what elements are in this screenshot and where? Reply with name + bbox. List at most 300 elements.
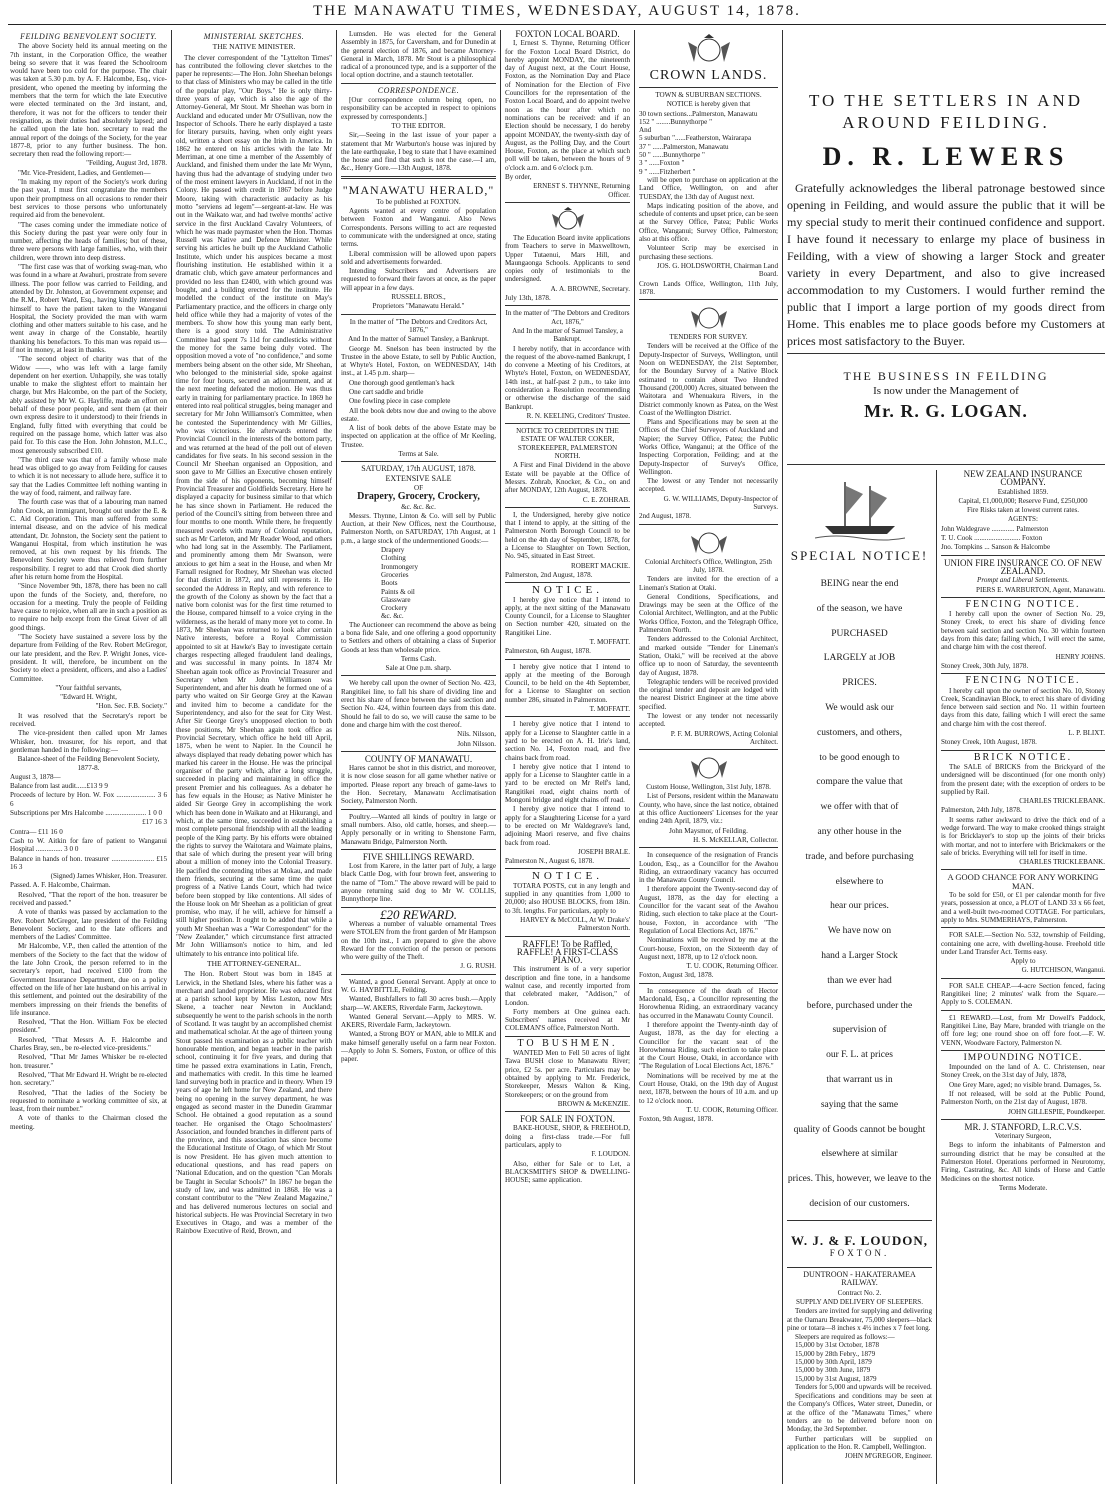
special-notice-line: BEING near the end [820, 579, 899, 589]
ad-text: In consequence of the death of Hector Macdonald, Esq., a Councillor representing the Horowhenua Riding, an extraordinary vacancy has occurred in the Manawatu County Council. [639, 986, 778, 1020]
ad-title: "MANAWATU HERALD," [342, 182, 495, 197]
ad-text: General Conditions, Specifications, and Drawings may be seen at the Office of the Colonial Architect, Wellington, and at the Public Works Office, Foxton, and the Telegraph Office, Palmerston North. [639, 592, 778, 635]
ad-text: TOTARA POSTS, cut in any length and supplied in any quantities from 1,000 to 20,000; also HOUSE BLOCKS, from 18in. to 3ft. lengths. For particulars, apply to [505, 881, 630, 915]
ad-text: Liberal commission will be allowed upon papers sold and advertisements forwarded. [341, 249, 496, 266]
ad-subtitle: SUPPLY AND DELIVERY OF SLEEPERS. [795, 1297, 924, 1306]
schedule-line: 15,000 by 28th Febry., 1879 [795, 1349, 876, 1358]
ad-text: In the matter of "The Debtors and Creditors Act, 1876," [349, 317, 488, 334]
ad-subtitle: Veterinary Surgeon, [994, 1132, 1052, 1141]
schedule-line: 15,000 by 30th April, 1879 [795, 1357, 872, 1366]
ad-date: Foxton, August 3rd, 1878. [639, 971, 714, 980]
ad-text: I hereby give notice that I intend to apply for a License to Slaughter cattle in a yard to be erected on Mr Relf's land, Rangitikei road, eight chains north of Mongoni bridge and eight chains off road. [505, 762, 630, 805]
special-notice-line: PURCHASED [831, 628, 888, 639]
balance-date: August 3, 1878— [10, 772, 61, 781]
ad-text: will be open to purchase on application at the Land Office, Wellington, on and after TUESDAY, the 13th day of August next. [639, 175, 778, 201]
ad-text: I hereby give notice that I intend to apply for a Slaughtering License for a yard to be erected on Mr Waldegrave's land, adjoining Maori reserve, and five chains back from road. [505, 805, 630, 847]
divider [341, 974, 496, 975]
paragraph: "The first case was that of working swag-man, who was found in a whare at Awahuri, prostrate from severe illness. The poor fellow was carried to Feilding, and attended by Dr. Johnston, at Government expense; and the R.M., Robert Ward, Esq., having kindly interested himself to have the patient taken to the Wanganui Hospital, the Society provided the man with warm clothing and other matters suitable to his case, and he went away in charge of the Constable, heartily thanking his benefactors. To this man was repaid us—if not in money, at least in thanks. [10, 263, 167, 354]
editor-note: [Our correspondence column being open, no responsibility can be accepted in respect to opinions expressed by correspondents.] [341, 96, 496, 121]
section-entry: And [639, 126, 652, 135]
ad-title: BRICK NOTICE. [973, 751, 1073, 763]
ad-text: Apply to [1010, 957, 1036, 966]
ad-title: D. R. LEWERS [822, 142, 1070, 171]
divider [505, 1036, 630, 1037]
divider [341, 461, 496, 462]
ad-signature: JOSEPH BRALE. [577, 847, 630, 856]
ad-signature: R. N. KEELING, Creditors' Trustee. [526, 411, 630, 420]
ad-signature: JOHN M'GREGOR, Engineer. [844, 1452, 932, 1461]
paragraph: Mr Halcombe, V.P., then called the attention of the members of the Society to the fact that the widow of the late John Crook, the person referred to in the secretary's report, had received £100 from the Government Insurance Department, due on a policy effected on the life of her late husband on his arrival in this settlement, and pointed out the desirability of the members impressing on their friends the benefits of life insurance. [10, 942, 167, 1017]
ad-title: SATURDAY, 17th AUGUST, 1878. [361, 464, 476, 474]
paragraph: The above Society held its annual meeting on the 7th instant, in the Corporation Office, the weather being so severe that it was feared the Schoolroom would have been too cold for the purpose. The chair was taken at 5.30 p.m. by A. F. Halcombe, Esq., vice-president, who opened the meeting by informing the members that the term for which the late Executive were elected terminated on the 3rd instant, and, therefore, it was not for the officers to tender their resignation, as their duties had absolutely lapsed; and he called upon the late hon. secretary to read the annual report of the doings of the Society, for the year 1877-8, prior to any further business. The hon. secretary then read the following report:— [10, 42, 167, 159]
ad-signature: PIERS E. WARBURTON, Agent, Manawatu. [976, 585, 1105, 594]
divider [787, 464, 1105, 465]
divider [505, 305, 630, 306]
balance-total: £17 16 3 [142, 818, 167, 827]
special-notice-line: quality of Goods cannot be bought elsewhere at similar [793, 1124, 926, 1160]
special-notice-line: customers, and others, [817, 727, 902, 738]
divider [505, 507, 630, 508]
ad-title: A GOOD CHANCE FOR ANY WORKING MAN. [947, 872, 1099, 891]
paragraph: Resolved, "That Messrs A. F. Halcombe and Charles Bray, sen., be re-elected vice-presidents." [10, 1035, 167, 1053]
goods-item: Glassware [381, 595, 411, 604]
paragraph: "The Society have sustained a severe loss by the departure from Feilding of the Rev. Robert McGregor, our late president, and the Rev. P. Wright Jones, vice-president. It will, therefore, be incumbent on the Society to elect a president, officers, and also a Ladies' Committee. [10, 633, 167, 683]
masthead-rule [8, 24, 1106, 25]
paragraph: "In making my report of the Society's work during the past year, I must first congratulate the members upon their promptness on all occasions to render their best services to those persons who unfortunately required aid from the benevolent. [10, 178, 167, 220]
schedule-line: Sleepers are required as follows:— [795, 1333, 895, 1342]
divider [505, 202, 630, 203]
ad-text: Prompt and Liberal Settlements. [977, 576, 1069, 585]
dateline: "Feilding, August 3rd, 1878. [86, 159, 167, 168]
goods-item: Paints & oil [381, 587, 415, 596]
ad-signature: JOHN GILLESPIE, Poundkeeper. [1008, 1107, 1105, 1116]
ad-title: DUNTROON - HAKATERAMEA RAILWAY. [803, 1270, 916, 1288]
ad-text: Established 1859. [997, 487, 1049, 496]
ad-date: July 13th, 1878. [505, 294, 551, 303]
section-entry: 50 " ......Bunnythorpe " [639, 151, 705, 160]
ad-text: FOR SALE.—Section No. 532, township of Feilding, containing one acre, with dwelling-house. Freehold title under Land Transfer Act. Terms easy. [941, 931, 1105, 956]
column-rule [782, 30, 783, 1484]
divider [941, 978, 1105, 979]
paragraph: The clever correspondent of the "Lyttelton Times" has contributed the following clever sketches to the paper he represents:—The Hon. John Sheehan belongs to that class of Ministers who may be called in the title of the popular play, "Our Boys." He is only thirty-three years of age, which is also the age of the Attorney-General, Mr Stout. Mr Sheehan was born in Auckland and educated under Mr O'Sullivan, now the Inspector of Schools. There he early displayed a taste for literary pursuits, having, when only eight years old, written a short essay on the Irish in America. In 1862 he entered on his articles with the late Mr Merriman, at one time a member of the Assembly of Auckland, and finished them under the late Mr Wynn, having thus had the advantage of studying under two of the most eminent lawyers in Auckland, if not in the Colony. He passed with credit in 1867 before Judge Moore, taking with characteristic audacity as his motto "serviens ad legem"—sergeant-at-law. He was out in the Waikato war, and had twelve months' active service in the first Auckland Cavalry Volunteers, of which he was made paymaster when the Hon. Thomas Russell was Native and Defence Minister. While serving his articles he built up the Auckland Catholic Institute, which under his auspices became a most flourishing institution. He established within it a dramatic club, which gave amateur performances and provided no less than £2400, with which ground was bought, and a building erected for the institute. He modelled the conduct of the institute on May's Parliamentary practice, and the officers in charge only held office while they had a majority of votes of the members. To show how this young man early bent, there is a good story told. The Administrative Committee had spent 7s 11d for candlesticks without the money for the same being duly voted. The opposition moved a vote of "no confidence," and some members being absent on the other side, Mr Sheehan, who belonged to the ministerial side, spoke against time for four hours, secured an adjournment, and at the next meeting defeated the motion. He was thus early in training for parliamentary practice. In 1869 he entered into real political struggles, being manager and secretary for Mr John Williamson's Committee, when he contested the Superintendency with Mr Gillies, who was victorious. He afterwards entered the Provincial Council in the interests of the bottom party, and was returned at the head of the poll out of eleven candidates for five seats. In his second session in the Council Mr Sheehan organised an Opposition, and soon gave to Mr Gillies an Executive chosen entirely from the side of his opponents, becoming himself Provincial Treasurer and Goldfields Secretary. Here he displayed a capacity for business similar to that which he has since shown in Parliament. He reduced the period of the Council's sitting from between three and four months to one month. While there, he frequently measured swords with many of Colonial reputation, such as Mr Carleton, and Mr Reader Wood, and others who had long sat in the Assembly. The Parliament, and prominently among them Mr Swanson, were anxious to get him a seat in the House, and when Mr Farnall resigned for Rodney, Mr Sheehan was elected for that district in 1872, and still represents it. He seconded the Address in Reply, and with reference to the growth of the Colony as shown by the fact that a native born colonist was for the first time returned to the House, compared himself to a voice crying in the wilderness, as the herald of many more yet to come. In 1873, Mr Sheehan was returned to look after certain Native interests, before a Royal Commission appointed to sit at Hawke's Bay to investigate certain charges respecting alleged fraudulent land dealings, and was successful in many points. In 1874 Mr Sheehan again took office as Provincial Treasurer and Secretary when Mr John Williamson was Superintendent, and after his death he formed one of a party who waited on Sir George Grey at the Kawau and invited him to become a candidate for the Superintendency, and also for the seat for City West. After Sir George Grey's unopposed election to both these positions, Mr Sheehan again took office as Provincial Secretary, which office he held till April, 1875, when he went to Napier. In the Council he always displayed that ready debating power which has marked his career in the House. He was the principal organiser of the party which, after a long struggle, succeeded in placing and maintaining in office the present Premier and his colleagues. As a debater he has few equals in the House; as Native Minister he aided Sir George Grey in accomplishing the work which has been done in Waikato and at Hikurangi, and which, at the same time, succeeded in establishing a most complete personal friendship with all the leading people of the King party. By his efforts were obtained the rights to survey the Waitotara and Waimate plains, that sale of which during the present year will bring about a million of money into the Colonial Treasury. He pacified the contending tribes at Mokau, and made them friends, securing at the same time the quiet progress of a Native Lands Court, which had twice before been stopped by like contentions. All sides of the House look on Mr Sheehan as a politician of great promise, who may, if he will, achieve for himself a still higher position. It ought to be added that while a youth Mr Sheehan was a "War Correspondent" for the "New Zealander," which circumstance first attracted Mr John Williamson's notice to him, and led ultimately to his entrance into political life. [176, 53, 332, 958]
ad-text: FOR SALE CHEAP.—4-acre Section fenced, facing Rangitikei line; 2 minutes' walk from the Square.—Apply to S. COLEMAN. [941, 981, 1105, 1007]
divider [639, 524, 778, 525]
ad-text: Tenders addressed to the Colonial Architect, and marked outside "Tender for Lineman's Station, Otaki," will be received at the above office up to noon of Saturday, the seventeenth day of August, 1878. [639, 635, 778, 677]
ad-text: If not released, will be sold at the Public Pound, Palmerston North, on the 21st day of August, 1878. [941, 1090, 1105, 1107]
balance-line: Balance from last audit......£13 9 9 [10, 782, 108, 791]
balance-line: Balance in hands of hon. treasurer ........................ £15 16 3 [10, 854, 167, 871]
section-entry: 30 town sections...Palmerston, Manawatu [639, 109, 758, 118]
ad-text: John Maysmor, of Feilding. [669, 826, 748, 835]
ad-text: £1 REWARD.—Lost, from Mr Dowell's Paddock, Rangitikei Line, Bay Mare, branded with triangle on the off fore leg; one round shoe on off fore foot.—F. W. VENN, Woodware Factory, Palmerston N. [941, 1013, 1105, 1047]
column-rule [171, 30, 172, 1484]
letter: Sir,—Seeing in the last issue of your paper a statement that Mr Warburton's house was injured by the late earthquake, I beg to state that I have examined the house and find that such is not the case.—I am, &c., Henry Gore.—13th August, 1878. [341, 131, 496, 173]
ad-text: The Education Board invite applications from Teachers to serve in Maxwelltown, Upper Tutaenui, Mars Hill, and Maungaonga Schools. Applicants to send copies only of testimonials to the undersigned. [505, 233, 630, 284]
ad-date: Stoney Creek, 30th July, 1878. [941, 661, 1029, 670]
goods-item: Ironmongery [381, 562, 419, 571]
ad-signature: Proprietors "Manawatu Herald." [372, 302, 465, 311]
ad-text: I hereby notify, that in accordance with the request of the above-named Bankrupt, I do convene a Meeting of his Creditors, at Whyte's Hotel, Foxton, on WEDNESDAY, 14th inst., at half-past 2 p.m., to take into consideration a Resolution recommending or otherwise the discharge of the said Bankrupt. [505, 344, 630, 411]
divider [505, 582, 630, 583]
ad-title: FENCING NOTICE. [965, 598, 1081, 610]
ad-signature: L. P. BLIXT. [1068, 729, 1105, 738]
balance-line: Cash to W. Aitkin for fare of patient to Wanganui Hospital ............... 3 0 0 [10, 836, 167, 854]
ad-text: In the matter of "The Debtors and Creditors Act, 1876," [505, 309, 630, 326]
special-notice-line: compare the value that [816, 777, 903, 788]
ad-text: Sale at One p.m. sharp. [385, 664, 452, 673]
ad-title: UNION FIRE INSURANCE CO. OF NEW ZEALAND. [943, 557, 1102, 576]
section-entry: 5 suburban "......Featherston, Wairarapa [639, 134, 752, 143]
divider [941, 927, 1105, 928]
ad-title: CROWN LANDS. [649, 68, 768, 83]
column-rule [936, 470, 937, 1484]
ad-text: I hereby call upon the owner of Section No. 29, Stoney Creek, to erect his share of dividing fence between said section and section No. 30 within fourteen days from this date; failing which, I will erect the same, and charge him with the cost thereof. [941, 610, 1105, 652]
ad-signature: RUSSELL BROS., [391, 293, 446, 302]
ad-text: I hereby call upon the owner of section No. 10, Stoney Creek, Scandinavian Block, to erect his share of dividing fence between said section and No. 11 within fourteen days from this date, failing which I will erect the same and charge him with the cost thereof. [941, 686, 1105, 728]
ad-text: Poultry.—Wanted all kinds of poultry in large or small numbers. Also, old cattle, horses, and sheep.—Apply personally or in writing to Shenstone Farm, Manawatu Bridge, Palmerston North. [341, 812, 496, 846]
ad-title: Drapery, Grocery, Crockery, [357, 491, 480, 503]
ad-text: A list of book debts of the above Estate may be inspected on application at the office of Mr Keeling, Trustee. [341, 424, 496, 449]
ad-title: NEW ZEALAND INSURANCE COMPANY. [963, 470, 1083, 488]
signature: "Your faithful servants, [55, 683, 122, 692]
paragraph: "Since November 9th, 1878, there has been no call upon the funds of the Society, and, therefore, no occasion for a meeting. Truly the people of Feilding have cause to rejoice, when all are in such a position as to require no help except from the Great Giver of all good things. [10, 582, 167, 632]
ad-title: W. J. & F. LOUDON, [791, 1232, 928, 1248]
ad-signature: P. F. M. BURROWS, Acting Colonial Architect. [670, 729, 778, 746]
divider [505, 1111, 630, 1112]
divider [787, 353, 1105, 354]
ad-text: And In the matter of Samuel Tansley, a Bankrupt. [348, 335, 489, 344]
ad-signature: JOS. G. HOLDSWORTH, Chairman Land Board. [656, 261, 778, 279]
divider [341, 176, 496, 179]
ad-text: This instrument is of a very superior description and fine tone, in a handsome walnut case, and recently imported from that celebrated maker, "Addison," of London. [505, 965, 630, 1007]
ad-text: Forty members at One guinea each. Subscribers' names received at Mr COLEMAN'S office, Palmerston North. [505, 1007, 630, 1033]
column-crown-lands [639, 30, 778, 1484]
signature: "Edward H. Wright, [60, 693, 117, 702]
divider [505, 936, 630, 937]
ad-text: List of Persons, resident within the Manawatu County, who have, since the last notice, obtained at this office Auctioneers' Licenses for the year ending 24th April, 1879, viz.: [639, 792, 778, 826]
ad-date: Palmerston N., August 6, 1878. [505, 857, 595, 866]
column-feilding-benevolent [10, 30, 167, 1484]
ad-text: I therefore appoint the Twenty-ninth day of August, 1878, as the day for electing a Councillor for the vacant seat of the Horowhenua Riding, such election to take place at the Court House, Otaki, in accordance with "The Regulation of Local Elections Act, 1876." [639, 1020, 778, 1071]
ad-signature: HENRY JOHNS. [1055, 652, 1105, 661]
divider [341, 809, 496, 810]
divider [639, 847, 778, 848]
ad-subtitle: Contract No. 2. [837, 1288, 882, 1297]
ad-text: I therefore appoint the Twenty-second day of August, 1878, as the day for electing a Councillor for the vacant seat of the Awahou Riding, such election to take place at the Court-house, Foxton, in accordance with "The Regulation of Local Elections Act, 1876." [639, 885, 778, 935]
ad-signature: A. A. BROWNE, Secretary. [550, 284, 630, 293]
goods-item: Groceries [381, 570, 409, 579]
paragraph: "The third case was that of a family whose male head was obliged to go away from Feilding for causes to which it is not necessary to allude here, suffice it to say that the Ladies Committee left nothing wanting in the way of food, raiment, and railway fare. [10, 455, 167, 498]
ad-title: TENDERS FOR SURVEY. [669, 333, 748, 342]
ad-text: Whereas a number of valuable ornamental Trees were STOLEN from the front garden of Mr Hampson on the 10th inst., I am prepared to give the above Reward for the conviction of the person or persons who were guilty of the Theft. [341, 919, 496, 962]
ad-title: COUNTY OF MANAWATU. [364, 753, 473, 764]
ad-text: Wanted, a Strong BOY or MAN, able to MILK and make himself generally useful on a farm near Foxton.—Apply to John S. Somers, Foxton, or office of this paper. [341, 1030, 496, 1064]
goods-item: Drapery [381, 546, 405, 555]
ad-signature: T. U. COOK, Returning Officer. [686, 1105, 778, 1114]
paragraph: A vote of thanks to the Chairman closed the meeting. [10, 1114, 167, 1131]
divider [787, 1267, 932, 1268]
ad-text: The SALE of BRICKS from the Brickyard of the undersigned will be discontinued (for one month only) from the present date; with the exception of orders to be supplied by Rail. [941, 762, 1105, 796]
ad-date: Palmerston, 6th August, 1878. [505, 647, 591, 656]
ad-title: MR. J. STANFORD, L.R.C.V.S. [964, 1121, 1082, 1132]
divider [941, 1119, 1105, 1120]
ad-text: Also, either for Sale or to Let, a BLACKSMITH'S SHOP & DWELLING-HOUSE; same application. [505, 1159, 630, 1185]
column-ministerial-sketches [176, 30, 332, 1484]
ad-text: Telegraphic tenders will be received provided the original tender and deposit are lodged with the nearest District Engineer at the time above specified. [639, 677, 778, 711]
article-subtitle: THE NATIVE MINISTER. [212, 42, 296, 52]
ad-text: The Auctioneer can recommend the above as being a bona fide Sale, and one offering a good opportunity to Settlers and others of obtaining a class of Superior Goods at less than wholesale price. [341, 620, 496, 654]
divider [941, 597, 1105, 598]
section-entry: 37 " ......Palmerston, Manawatu [639, 142, 729, 151]
divider [505, 659, 630, 660]
column-rule [634, 30, 635, 1484]
column-rule [336, 30, 337, 1484]
ad-text: Lost from Karere, in the latter part of July, a large black Cattle Dog, with four brown feet, answering to the name of "Tom." The above reward will be paid to anyone returning said dog to Mr W. COLLIS, Bunnythorpe line. [341, 862, 496, 904]
special-notice-line: LARGELY at JOB [823, 653, 896, 664]
ad-signature: CHARLES TRICKLEBANK. [1019, 858, 1105, 867]
special-notice-line: prices. This, however, we leave to the [787, 1174, 932, 1185]
ad-text: I, Ernest S. Thynne, Returning Officer for the Foxton Local Board District, do hereby appoint MONDAY, the nineteenth day of August next, at the Court House, Foxton, as the Nomination Day and Place of Nomination for the Election of Five Councillors for the representation of the Foxton Local Board, and do appoint twelve noon as the hour after which no nominations can be received: and if an Election should be necessary, I do hereby appoint MONDAY, the twenty-sixth day of August, as the Polling Day, and the Court House, Foxton, as the place at which such poll will be taken, between the hours of 9 o'clock a.m. and 6 o'clock p.m. [505, 39, 630, 172]
special-notice-line: any other house in the [817, 826, 902, 837]
ad-date: Stoney Creek, 10th August, 1878. [941, 738, 1037, 747]
paragraph: Resolved, "That Mr Edward H. Wright be re-elected hon. secretary." [10, 1070, 167, 1088]
column-special-notice [787, 470, 932, 1484]
ad-signature: ROBERT MACKIE. [571, 561, 630, 570]
paragraph: A vote of thanks was passed by acclamation to the Rev. Robert McGregor, late president of the Feilding Benevolent Society, and to the late officers and members of the Ladies' Committee. [10, 908, 167, 942]
signature: "Hon. Sec. F.B. Society." [95, 702, 167, 711]
divider [941, 869, 1105, 870]
ad-text: It seems rather awkward to drive the thick end of a wedge forward. The way to make crooked things straight is for Bricklayer's to stop up the joints of their bricks with mortar, and not to interfere with Brickmakers or the sale of bricks. Everything will tell for itself in time. [941, 815, 1105, 857]
ad-text: Nominations will be received by me at the Court-house, Foxton, on the Sixteenth day of August next, 1878, up to 12 o'clock noon. [639, 936, 778, 961]
special-notice-line: trade, and before purchasing elsewhere to [805, 851, 914, 887]
ad-title: TO BUSHMEN. [517, 1037, 618, 1049]
ad-text: Tenders for 5,000 and upwards will be received. [795, 1382, 932, 1391]
ad-subtitle: TOWN & SUBURBAN SECTIONS. [655, 91, 762, 99]
ad-text: We hereby call upon the owner of Section No. 423, Rangitikei line, to fall his share of dividing line and erect his share of fence between the said section and Section No. 424, within fourteen days from this date. Should he fail to do so, we will cause the same to be done and charge him with the cost thereof. [341, 679, 496, 729]
ad-text: Messrs. Thynne, Linton & Co. will sell by Public Auction, at their New Offices, next the Courthouse, Palmerston North, on SATURDAY, 17th August, at 1 p.m., a large stock of the undermentioned Goods:— [341, 511, 496, 545]
ad-text: Fire Risks taken at lowest current rates. [966, 506, 1080, 515]
divider [941, 750, 1105, 751]
signature: Passed. A. F. Halcombe, Chairman. [10, 881, 111, 890]
ad-text: Nominations will be received by me at the Court House, Otaki, on the 19th day of August next, 1878, between the hours of 10 a.m. and up to 12 o'clock noon. [639, 1071, 778, 1105]
special-notice-line: saying that the same [820, 1099, 899, 1110]
royal-crest-icon [687, 528, 731, 556]
section-entry: 3 " ......Foxton " [639, 159, 685, 168]
divider [639, 299, 778, 300]
ad-signature: ERNEST S. THYNNE, Returning Officer. [533, 182, 630, 199]
ad-signature: T. MOFFATT. [589, 638, 630, 646]
ad-date: Palmerston, 2nd August, 1878. [505, 570, 593, 579]
ad-text: By order, [505, 173, 532, 182]
schedule-line: 15,000 by 30th June, 1879 [795, 1366, 871, 1375]
divider [505, 868, 630, 869]
divider [941, 555, 1105, 556]
ad-text: Wanted, Bushfallers to fall 30 acres bush.—Apply sharp—W. AKERS, Riverdale Farm, Jackeytown. [341, 995, 496, 1012]
special-notice-line: before, purchased under the supervision of [806, 1000, 913, 1036]
ad-text: Is now under the Management of [873, 385, 1019, 397]
lewers-advert [787, 30, 1105, 462]
ad-title: IMPOUNDING NOTICE. [963, 1052, 1083, 1063]
ad-signature: G. W. WILLIAMS, Deputy-Inspector of Surveys. [663, 494, 778, 512]
ad-text: I, the Undersigned, hereby give notice that I intend to apply, at the sitting of the Palmerston North Borough Council to be held on the 4th day of September, 1878, for a License to Slaughter on Town Section, No. 945, situated in East Street. [505, 510, 630, 561]
paragraph: "The cases coming under the immediate notice of this Society during the past year were only four in number, affecting the heads of families; but of these, three were persons with large families, who, with their children, were thrown into deep distress. [10, 220, 167, 262]
divider [341, 849, 496, 850]
ad-title: &c. &c. &c. [401, 502, 436, 511]
article-subtitle: THE ATTORNEY-GENERAL. [206, 958, 302, 968]
section-entry: 152 " ........Bunnythorpe " [639, 117, 712, 126]
ad-text: John Waldegrave ............. Palmerston [941, 524, 1049, 533]
ad-text: Hares cannot be shot in this district, and moreover, it is now close season for all game whether native or imported. Please report any breach of game-laws to the Hon. Secretary, Manawatu Acclimatisation Society, Palmerston North. [341, 764, 496, 806]
ad-item: One fowling piece in case complete [349, 397, 451, 406]
ad-text: Terms Moderate. [998, 1183, 1048, 1192]
ship-icon [815, 474, 905, 544]
column-insurance-notices [941, 470, 1105, 1484]
column-correspondence [341, 30, 496, 1484]
ad-date: 2nd August, 1878. [639, 512, 692, 521]
ad-title: SPECIAL NOTICE! [790, 548, 929, 563]
ad-text: T. U. Cook .......................... Foxton [941, 534, 1043, 543]
special-notice-text [787, 572, 932, 1217]
article-title: FEILDING BENEVOLENT SOCIETY. [20, 32, 157, 41]
ad-text: Wanted, a good General Servant. Apply at once to W. G. HAYBITTLE, Feilding. [341, 977, 496, 994]
ad-signature: Nils. Nilsson, [457, 730, 496, 739]
divider [341, 675, 496, 676]
ad-text: NOTICE is hereby given that [666, 100, 751, 109]
ad-text: Impounded on the land of A. C. Christensen, near Stoney Creek, on the 31st day of July, 1878, [941, 1063, 1105, 1080]
ad-signature: C. E. ZOHRAB. [582, 495, 630, 504]
ad-text: BAKE-HOUSE, SHOP, & FREEHOLD, doing a first-class trade.—For full particulars, apply to [505, 1124, 630, 1150]
special-notice-line: decision of our customers. [809, 1198, 910, 1209]
ad-date: Palmerston, 24th July, 1878. [941, 806, 1022, 815]
paragraph: The Hon. Robert Stout was born in 1845 at Lerwick, in the Shetland Isles, where his father was a merchant and landed proprietor. He was educated first at a parish school kept by Miss Leston, now Mrs Skene, a teacher near Newton in Auckland; subsequently he went to the parish schools in the north of Scotland. It was taught by an accomplished chemist and mathematical scholar. At the age of thirteen young Stout passed his examination as a public teacher with honourable mention, and began teacher in the parish school, continuing it for five years, and during that time he passed extra examinations in Latin, French, and mathematics with credit. In this time he learned land surveying both in practice and in theory. When 19 years of age he left home for New Zealand, and there being no opening in the survey department, he was engaged as second master in the Dunedin Grammar School. He obtained a good reputation as a sound teacher. He organised the Otago Schoolmasters' Association, and founded branches in different parts of the province, and this association has since become the Educational Institute of Otago, of which Mr Stout is now President. He has given much attention to educational questions, and has read papers on 'National Education, and on the question "Can Morals be Taught in Secular Schools?" In 1867 he began the study of law, and was admitted in 1868. He was a constant contributor to the "New Zealand Magazine," and has delivered numerous lectures on social and historical subjects. He was Provincial Secretary in two Executives in Otago, and was a member of the Rainbow Executive of Reid, Brown, and [176, 970, 332, 1236]
ad-signature: HARVEY & McCOLL, At W. Drake's' Palmerston North. [520, 915, 630, 933]
ad-text: Capital, £1,000,000; Reserve Fund, £250,000 [958, 496, 1088, 505]
ad-text: A First and Final Dividend in the above Estate will be payable at the Office of Messrs. Zohrab, Knocker, & Co., on and after MONDAY, 12th August, 1878. [505, 461, 630, 495]
paragraph: The vice-president then called upon Mr James Whisker, hon. treasurer, for his report, and that gentleman handed in the following:— [10, 729, 167, 754]
ad-text: Gratefully acknowledges the liberal patronage bestowed since opening in Feilding, and would assure the public that it will be my special study to merit their continued confidence and support. I have found it necessary to enlarge my place of business in Feilding, with a view of showing a larger Stock and greater variety in every Department, and also to give increased accommodation to my Customers. I would further remind the public that I import a large portion of my goods direct from Home. This enables me to place goods before my Customers at prices most satisfactory to the Buyer. [787, 181, 1105, 348]
ad-date: Foxton, 9th August, 1878. [639, 1115, 714, 1124]
ad-text: Plans and Specifications may be seen at the Offices of the Chief Surveyors of Auckland and Napier; the Survey Office, Patea; the Public Works Office, Wanganui; at the Office of the Inspecting Corporation, Feilding; and at the Deputy-Inspector of Survey's Office, Wellington. [639, 418, 778, 476]
ad-text: To be sold for £50, or £1 per calendar month for five years, possession at once, a PLOT of LAND 33 x 66 feet, and a well-built two-roomed COTTAGE. For particulars, apply to Mrs. SUMMERHAYS, Palmerston. [941, 891, 1105, 924]
balance-line: Proceeds of lecture by Hon. W. Fox ...................... 3 6 6 [10, 791, 167, 808]
ad-title: OF [413, 483, 424, 492]
paragraph: It was resolved that the Secretary's report be received. [10, 711, 167, 729]
balance-contra: Contra— £11 16 0 [10, 827, 63, 836]
ad-text: Terms Cash. [400, 654, 437, 663]
ad-text: Begs to inform the inhabitants of Palmerston and surrounding district that he may be consulted at the Palmerston Hotel. Operations performed in Neurotomy, Firing, Castrating, &c. All kinds of Horse and Cattle Medicines on the shortest notice. [941, 1141, 1105, 1183]
ad-title: FIVE SHILLINGS REWARD. [362, 851, 475, 862]
ad-text: AGENTS: [1008, 515, 1038, 524]
ad-text: In consequence of the resignation of Francis Loudon, Esq., as a Councillor for the Awahou Riding, an extraordinary vacancy has occurred in the Manawatu County Council. [639, 851, 778, 885]
ad-signature: John Nilsson. [457, 739, 496, 748]
ad-signature: T. U. COOK, Returning Officer. [686, 962, 778, 971]
paragraph: Lumsden. He was elected for the General Assembly in 1875, for Caversham, and for Dunedin at the general election of 1876, and became Attorney-General in March, 1878. Mr Stout is a philosophical radical of a pronounced type, and is a supporter of the local option doctrine, and a staunch teetotaller. [341, 30, 496, 80]
ad-signature: F. LOUDON. [591, 1150, 630, 1159]
balance-line: Subscriptions per Mrs Halcombe ....................... 1 0 0 [10, 809, 163, 818]
special-notice-line: We have now on [827, 926, 892, 937]
ad-text: Terms at Sale. [398, 450, 439, 459]
goods-item: &c. &c. [381, 612, 404, 621]
ad-text: The lowest or any Tender not necessarily accepted. [639, 477, 778, 494]
ad-text: Further particulars will be supplied on application to the Hon. R. Campbell, Wellington. [787, 1434, 932, 1451]
column-rule [500, 30, 501, 1484]
ad-signature: CHARLES TRICKLEBANK. [1019, 797, 1105, 806]
paragraph: Resolved, "That the ladies of the Society be requested to nominate a working committee of six, at least, from their number." [10, 1088, 167, 1114]
goods-item: Clothing [381, 554, 406, 563]
ad-title: £20 REWARD. [379, 906, 458, 922]
paragraph: "The second object of charity was that of the Widow ——, who was left with a large family dependent on her exertion. Unhappily, she was totally unable to make the slightest effort to maintain her charge, but Mrs Halcombe, on the part of the Society, ably assisted by Mr W. G. Hayliffe, made an effort on behalf of these poor people, and sent them (at their own express desire to it understood) to their friends in England, fully fitted with everything that could be required on the passage home, which latter was also paid for. To this case the Hon. John Johnston, M.L.C., most generously subscribed £10. [10, 355, 167, 455]
balance-title: Balance-sheet of the Feilding Benevolent Society, 1877-8. [17, 755, 160, 772]
divider [639, 983, 778, 984]
ad-subtitle: FOXTON. [829, 1247, 890, 1258]
ad-title: THE BUSINESS IN FEILDING [843, 369, 1049, 383]
ad-title: Mr. R. G. LOGAN. [864, 401, 1028, 421]
special-notice-line: than we ever had [827, 975, 892, 986]
ad-text: Specifications and conditions may be seen at the Company's Offices, Water street, Dunedin, or at the office of the "Manawatu Times," where tenders are to be delivered before noon on Monday, the 3rd September. [787, 1392, 932, 1434]
ad-text: Volunteer Scrip may be exercised in purchasing these sections. [639, 244, 778, 261]
special-notice-line: of the season, we have [816, 603, 903, 614]
ad-text: I hereby give notice that I intend to apply for a License to Slaughter cattle in a yard to be erected on A. H. Irie's land, section No. 14, Foxton road, and five chains back from road. [505, 720, 630, 762]
special-notice-line: We would ask our [825, 702, 894, 713]
schedule-line: 15,000 by 31st August, 1879 [795, 1374, 877, 1383]
ad-date: Crown Lands Office, Wellington, 11th July, 1878. [639, 279, 778, 296]
ad-text: WANTED Men to Fell 50 acres of light Tawa BUSH close to Manawatu River; price, £2 5s. per acre. Particulars may be obtained by applying to Mr. Frederick, Storekeeper, Messrs Walton & King, Storekeepers; or on the ground from [505, 1049, 630, 1099]
sleeper-schedule [787, 1333, 932, 1383]
divider [341, 751, 496, 752]
ad-signature: J. G. RUSH. [460, 962, 496, 971]
ad-text: Wanted General Servant.—Apply to MRS. W. AKERS, Riverdale Farm, Jackeytown. [341, 1012, 496, 1030]
ad-title: FOR SALE IN FOXTON. [520, 1114, 615, 1125]
royal-crest-icon [684, 32, 734, 66]
special-notice-line: our F. L. at prices [826, 1050, 893, 1061]
column-notices [505, 30, 630, 1484]
divider [341, 314, 496, 315]
signature: (Signed) James Whisker, Hon. Treasurer. [50, 872, 167, 881]
ad-text: Maps indicating position of the above, and schedule of contents and upset price, can be seen at the Survey Office, Patea; Public Works Office, Wanganui; Survey Office, Palmerston; also at this office. [639, 201, 778, 244]
divider [787, 1220, 932, 1221]
divider [639, 749, 778, 750]
divider [941, 1010, 1105, 1011]
section-title: CORRESPONDENCE. [377, 85, 460, 95]
ad-text: I hereby give notice that I intend to apply at the meeting of the Borough Council, to be held on the 4th September, for a License to Slaughter on section number 286, situated in Palmerston. [505, 662, 630, 704]
ad-text: Tenders are invited for the erection of a Lineman's Station at Otaki. [639, 575, 778, 592]
divider [341, 83, 496, 84]
letter-heading: TO THE EDITOR. [391, 121, 446, 130]
ad-text: Intending Subscribers and Advertisers are requested to forward their favors at once, as the paper will appear in a few days. [341, 267, 496, 292]
ad-title: NOTICE. [531, 870, 604, 883]
goods-item: Boots [381, 579, 398, 588]
ad-item: One cart saddle and bridle [349, 387, 424, 396]
salutation: "Mr. Vice-President, Ladies, and Gentlemen— [18, 168, 151, 177]
ad-text: One Grey Mare, aged; no visible brand. Damages, 5s. [949, 1080, 1102, 1089]
royal-crest-icon [548, 206, 588, 232]
divider [941, 673, 1105, 674]
special-notice-line: that warrant us in [826, 1074, 893, 1085]
section-entry: 9 " ......Fitzherbert " [639, 167, 696, 176]
ad-text: Agents wanted at every centre of population between Foxton and Wanganui. Also News Correspondents. Persons willing to act are requested to communicate with the undersigned at once, stating terms. [341, 207, 496, 249]
ad-text: The lowest or any tender not necessarily accepted. [639, 712, 778, 729]
ad-title: EXTENSIVE SALE [385, 473, 452, 483]
masthead: THE MANAWATU TIMES, WEDNESDAY, AUGUST 14, 1878. [313, 3, 801, 19]
sections-list [639, 110, 778, 176]
ad-signature: T. MOFFATT. [589, 705, 630, 714]
ad-title: NOTICE. [531, 584, 604, 597]
ad-signature: BROWN & McKENZIE. [557, 1099, 630, 1108]
ad-text: Tenders are invited for supplying and delivering at the Oamaru Breakwater, 75,000 sleepers—black pine or totara—8 inches x 4½ inches x 7 feet long. [787, 1307, 932, 1332]
paragraph: The fourth case was that of a labouring man named John Crook, an immigrant, brought out under the E. & C. Aid Corporation. This man suffered from some internal disease, and on the advice of his medical attendant, Dr. Johnston, the Society sent the patient to Wanganui Hospital, from which institution he was removed, at his own request by his friends. The Benevolent Society were thus relieved from further responsibility. I regret to add that Crook died shortly after his return home from the Hospital. [10, 498, 167, 581]
ad-signature: G. HUTCHISON, Wanganui. [1021, 966, 1105, 975]
special-notice-line: PRICES. [842, 678, 877, 689]
